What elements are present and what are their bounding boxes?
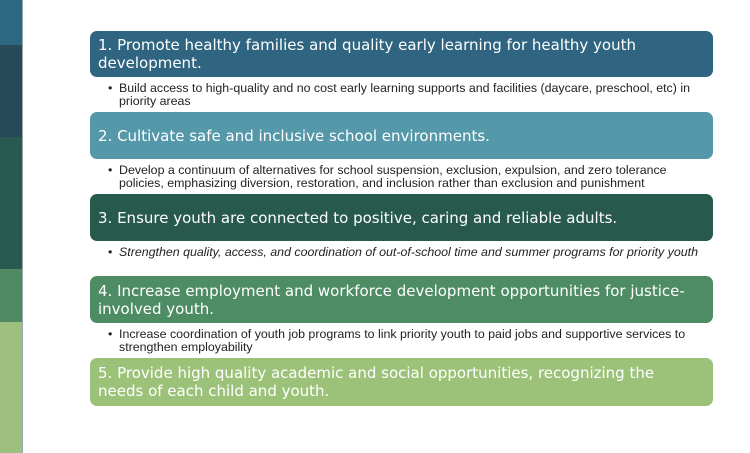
- goal-5-title: 5. Provide high quality academic and social opportunities, recognizing the needs of each child and youth.: [98, 364, 655, 400]
- side-bar-segment: [0, 0, 22, 45]
- goal-4-title: 4. Increase employment and workforce development opportunities for justice-involved youth.: [98, 281, 685, 318]
- goal-3-bullet: [108, 246, 708, 259]
- goal-2-title: 2. Cultivate safe and inclusive school environments.: [98, 126, 490, 145]
- goal-4-bullet-text: Increase coordination of youth job programs to link priority youth to paid jobs and supportive services to strengthen employability: [119, 327, 686, 354]
- goal-2-heading: [90, 112, 713, 159]
- side-bar-segment: [0, 137, 22, 269]
- goal-1-bullet: [108, 82, 708, 108]
- goal-1-title: 1. Promote healthy families and quality early learning for healthy youth development.: [98, 36, 636, 72]
- goal-2-bullet-text: Develop a continuum of alternatives for school suspension, exclusion, expulsion, and zero tolerance policies, emphasizing diversion, restoration, and inclusion rather than exclusion and punishment: [119, 163, 667, 190]
- goal-2-bullet: [108, 164, 708, 190]
- side-bar-segment: [0, 322, 22, 453]
- bullet-dot: •: [108, 245, 113, 259]
- goal-1-bullet-text: Build access to high-quality and no cost early learning supports and facilities (daycare, preschool, etc) in priority areas: [119, 81, 690, 108]
- goal-3-bullet-text: Strengthen quality, access, and coordination of out-of-school time and summer programs for priority youth: [119, 245, 698, 259]
- goal-4-bullet: [108, 328, 708, 354]
- goal-3-title: 3. Ensure youth are connected to positive, caring and reliable adults.: [98, 208, 618, 227]
- goal-3-heading: [90, 194, 713, 241]
- goal-1-heading: [90, 31, 713, 77]
- goal-5-heading: [90, 358, 713, 406]
- bullet-dot: •: [108, 81, 113, 95]
- bullet-dot: •: [108, 327, 113, 341]
- side-bar-segment: [0, 269, 22, 322]
- side-accent-bar: [0, 0, 23, 453]
- side-bar-segment: [0, 45, 22, 137]
- bullet-dot: •: [108, 163, 113, 177]
- goal-4-heading: [90, 276, 713, 323]
